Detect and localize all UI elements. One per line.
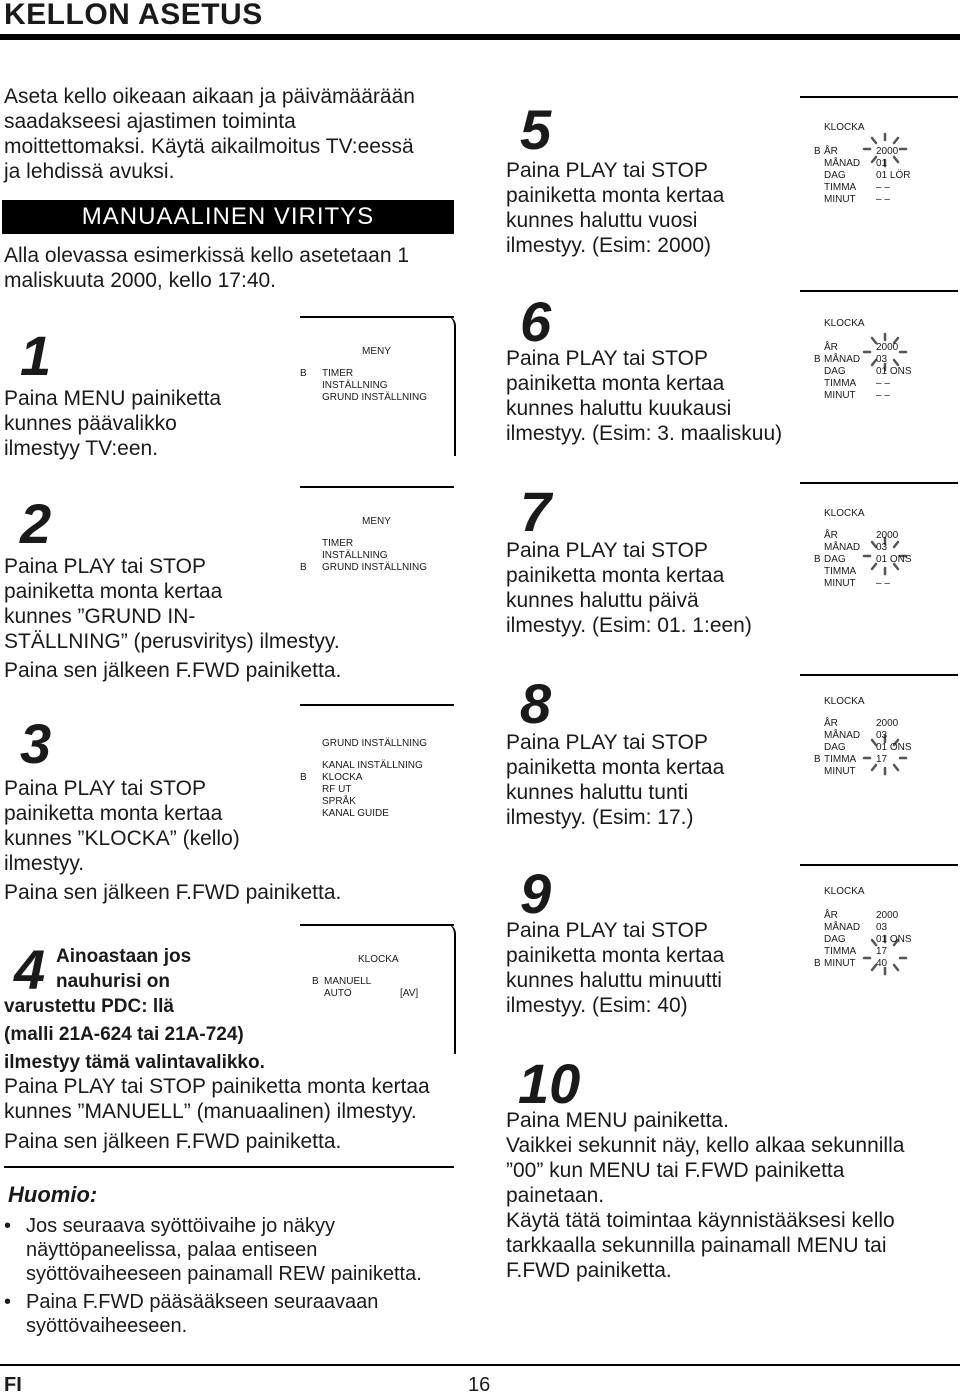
step-line: kunnes ”GRUND IN- (4, 605, 196, 628)
step-line: kunnes ”MANUELL” (manuaalinen) ilmestyy. (4, 1100, 417, 1123)
osd-label: ÅR (824, 530, 838, 541)
osd-title: MENY (362, 346, 391, 357)
step-line: STÄLLNING” (perusviritys) ilmestyy. (4, 630, 340, 653)
step-line: Paina MENU painiketta (4, 387, 222, 410)
osd-item: SPRÅK (322, 796, 356, 807)
step-6-text (506, 346, 806, 446)
step-line: ilmestyy tämä valintavalikko. (4, 1052, 265, 1073)
step-line: Paina PLAY tai STOP (506, 731, 708, 754)
osd-item: TIMER (322, 368, 354, 379)
step-line: kunnes haluttu vuosi (506, 209, 698, 232)
osd-value: 2000 (876, 342, 899, 353)
step-10-text (506, 1108, 956, 1283)
osd-cursor: B (312, 976, 319, 987)
osd-value: 03 (876, 354, 888, 365)
osd-label: MINUT (824, 578, 856, 589)
step-line: painiketta monta kertaa (4, 802, 223, 825)
tv-screen-klocka-8 (800, 676, 958, 796)
osd-item: AUTO (324, 988, 352, 999)
step-1-number: 1 (20, 324, 52, 387)
step-8-number: 8 (520, 672, 552, 735)
osd-value: 17 (876, 754, 888, 765)
intro-line: Aseta kello oikeaan aikaan ja päivämäärään (4, 85, 415, 108)
step-1-text (4, 386, 304, 461)
step-line: painiketta monta kertaa (4, 580, 223, 603)
osd-value: 01 LÖR (876, 170, 911, 181)
osd-value: 2000 (876, 718, 899, 729)
osd-value: 01 ONS (876, 742, 912, 753)
osd-label: MINUT (824, 390, 856, 401)
osd-label: DAG (824, 934, 846, 945)
osd-cursor: B (300, 772, 307, 783)
note-item (4, 1214, 464, 1286)
page-number: 16 (468, 1374, 491, 1396)
osd-item: INSTÄLLNING (322, 380, 388, 391)
bullet-icon: • (4, 1291, 12, 1313)
step-line: ”00” kun MENU tai F.FWD painiketta (506, 1159, 845, 1182)
step-line: Paina sen jälkeen F.FWD painiketta. (4, 1130, 342, 1153)
osd-title: KLOCKA (824, 508, 865, 519)
osd-label: DAG (824, 366, 846, 377)
osd-label: TIMMA (824, 754, 857, 765)
step-line: ilmestyy. (Esim: 40) (506, 994, 688, 1017)
osd-title: KLOCKA (824, 696, 865, 707)
step-5-number: 5 (520, 98, 552, 161)
step-line: kunnes haluttu tunti (506, 781, 689, 804)
manual-line: maliskuuta 2000, kello 17:40. (4, 269, 277, 292)
step-line: ilmestyy. (Esim: 17.) (506, 806, 694, 829)
step-line: painiketta monta kertaa (506, 372, 725, 395)
osd-cursor: B (814, 146, 821, 157)
step-line: Paina sen jälkeen F.FWD painiketta. (4, 659, 342, 682)
osd-value: 01 ONS (876, 554, 912, 565)
intro-text (4, 84, 454, 184)
osd-item: TIMER (322, 538, 354, 549)
note-line: Jos seuraava syöttöivaihe jo näkyy (26, 1215, 336, 1237)
step-4-condition (56, 944, 191, 994)
step-line: (malli 21A-624 tai 21A-724) (4, 1024, 244, 1045)
step-line: Paina MENU painiketta. (506, 1109, 729, 1132)
tv-screen-meny-2 (300, 488, 456, 578)
osd-cursor: B (814, 754, 821, 765)
step-line: painiketta monta kertaa (506, 184, 725, 207)
note-line: syöttövaiheeseen. (26, 1315, 188, 1337)
tv-screen-klocka-9 (800, 866, 958, 986)
osd-label: MÅNAD (824, 542, 861, 553)
osd-value: 2000 (876, 146, 899, 157)
step-line: Paina PLAY tai STOP (506, 539, 708, 562)
tv-screen-klocka-7 (800, 484, 958, 604)
note-line: näyttöpaneelissa, palaa entiseen (26, 1239, 318, 1261)
page-title: KELLON ASETUS (4, 0, 263, 31)
osd-value: – – (876, 390, 890, 401)
step-line: Vaikkei sekunnit näy, kello alkaa sekunnilla (506, 1134, 905, 1157)
tv-screen-klocka-6 (800, 292, 958, 412)
intro-line: saadakseesi ajastimen toiminta (4, 110, 296, 133)
osd-title: MENY (362, 516, 391, 527)
step-line: ilmestyy. (Esim: 01. 1:een) (506, 614, 752, 637)
step-4-text (4, 1074, 474, 1154)
step-line: kunnes haluttu kuukausi (506, 397, 732, 420)
osd-item: INSTÄLLNING (322, 550, 388, 561)
osd-value: 01 (876, 158, 888, 169)
osd-value: 01 ONS (876, 366, 912, 377)
step-line: kunnes ”KLOCKA” (kello) (4, 827, 240, 850)
osd-value: – – (876, 578, 890, 589)
step-line: Käytä tätä toimintaa käynnistääksesi kello (506, 1209, 895, 1232)
osd-label: TIMMA (824, 182, 857, 193)
step-line: Paina PLAY tai STOP (4, 555, 206, 578)
step-3-number: 3 (20, 712, 52, 775)
osd-label: ÅR (824, 910, 838, 921)
note-rule (4, 1166, 454, 1168)
step-line: Paina sen jälkeen F.FWD painiketta. (4, 881, 342, 904)
osd-label: ÅR (824, 146, 838, 157)
osd-cursor: B (814, 958, 821, 969)
osd-label: TIMMA (824, 378, 857, 389)
osd-value: 2000 (876, 530, 899, 541)
osd-title: KLOCKA (824, 318, 865, 329)
osd-label: DAG (824, 170, 846, 181)
osd-value: 03 (876, 730, 888, 741)
osd-cursor: B (814, 554, 821, 565)
step-5-text (506, 158, 806, 258)
step-line: Ainoastaan jos (56, 946, 192, 967)
bullet-icon: • (4, 1215, 12, 1237)
osd-item: RF UT (322, 784, 352, 795)
osd-item: KANAL GUIDE (322, 808, 389, 819)
osd-value: 03 (876, 922, 888, 933)
step-line: ilmestyy. (Esim: 2000) (506, 234, 711, 257)
osd-label: MINUT (824, 958, 856, 969)
step-9-number: 9 (520, 862, 552, 925)
step-line: painiketta monta kertaa (506, 756, 725, 779)
osd-value: 40 (876, 958, 888, 969)
step-line: kunnes päävalikko (4, 412, 177, 435)
osd-label: MINUT (824, 766, 856, 777)
osd-label: DAG (824, 554, 846, 565)
manual-text (4, 243, 454, 293)
osd-value: – – (876, 378, 890, 389)
osd-title: KLOCKA (358, 954, 399, 965)
step-line: Paina PLAY tai STOP (506, 347, 708, 370)
intro-line: ja lehdissä avuksi. (4, 160, 175, 183)
osd-title: GRUND INSTÄLLNING (322, 738, 428, 749)
osd-item: KANAL INSTÄLLNING (322, 760, 423, 771)
step-line: Paina PLAY tai STOP painiketta monta kertaa (4, 1075, 430, 1098)
tv-screen-meny-1 (300, 318, 456, 458)
step-line: nauhurisi on (56, 971, 170, 992)
osd-label: MÅNAD (824, 730, 861, 741)
step-line: Paina PLAY tai STOP (4, 777, 206, 800)
osd-label: TIMMA (824, 946, 857, 957)
step-10-number: 10 (518, 1052, 581, 1115)
language-code: FI (4, 1374, 22, 1396)
osd-label: ÅR (824, 718, 838, 729)
osd-cursor: B (300, 368, 307, 379)
step-7-number: 7 (520, 480, 552, 543)
note-line: syöttövaiheeseen painamall REW painiketta. (26, 1263, 422, 1285)
step-line: ilmestyy. (4, 852, 85, 875)
tv-screen-klocka-5 (800, 98, 958, 218)
step-4-number: 4 (14, 938, 46, 1001)
osd-title: KLOCKA (824, 122, 865, 133)
osd-cursor: B (814, 354, 821, 365)
osd-label: MINUT (824, 194, 856, 205)
note-item (4, 1290, 464, 1338)
osd-item: KLOCKA (322, 772, 363, 783)
title-rule (0, 34, 960, 40)
osd-tag: [AV] (400, 988, 419, 999)
step-line: kunnes haluttu minuutti (506, 969, 722, 992)
osd-value: – – (876, 182, 890, 193)
manual-heading: MANUAALINEN VIRITYS (2, 200, 454, 234)
tv-screen-grund (300, 706, 456, 826)
step-line: F.FWD painiketta. (506, 1259, 672, 1282)
step-line: Paina PLAY tai STOP (506, 159, 708, 182)
osd-value: 01 ONS (876, 934, 912, 945)
osd-title: KLOCKA (824, 886, 865, 897)
osd-value: 2000 (876, 910, 899, 921)
step-line: ilmestyy TV:een. (4, 437, 159, 460)
step-line: kunnes haluttu päivä (506, 589, 699, 612)
intro-line: moittettomaksi. Käytä aikailmoitus TV:eessä (4, 135, 414, 158)
step-7-text (506, 538, 806, 638)
osd-label: ÅR (824, 342, 838, 353)
osd-label: TIMMA (824, 566, 857, 577)
step-line: Paina PLAY tai STOP (506, 919, 708, 942)
note-line: Paina F.FWD pääsääkseen seuraavaan (26, 1291, 379, 1313)
step-line: varustettu PDC: llä (4, 996, 174, 1017)
osd-value: 03 (876, 542, 888, 553)
osd-label: MÅNAD (824, 922, 861, 933)
step-8-text (506, 730, 806, 830)
osd-label: MÅNAD (824, 158, 861, 169)
tv-screen-klocka-pdc (300, 926, 456, 1056)
note-heading: Huomio: (8, 1182, 98, 1207)
step-line: tarkkaalla sekunnilla painamall MENU tai (506, 1234, 887, 1257)
osd-cursor: B (300, 562, 307, 573)
osd-value: 17 (876, 946, 888, 957)
step-line: painiketta monta kertaa (506, 944, 725, 967)
footer-rule (0, 1364, 960, 1366)
step-9-text (506, 918, 806, 1018)
osd-label: DAG (824, 742, 846, 753)
step-line: ilmestyy. (Esim: 3. maaliskuu) (506, 422, 783, 445)
step-line: painetaan. (506, 1184, 605, 1207)
note-list (4, 1214, 464, 1338)
osd-item: GRUND INSTÄLLNING (322, 392, 428, 403)
osd-item: MANUELL (324, 976, 372, 987)
osd-item: GRUND INSTÄLLNING (322, 562, 428, 573)
step-line: painiketta monta kertaa (506, 564, 725, 587)
osd-label: MÅNAD (824, 354, 861, 365)
step-2-number: 2 (20, 492, 52, 555)
manual-line: Alla olevassa esimerkissä kello asetetaan 1 (4, 244, 410, 267)
osd-value: – – (876, 194, 890, 205)
step-6-number: 6 (520, 290, 552, 353)
